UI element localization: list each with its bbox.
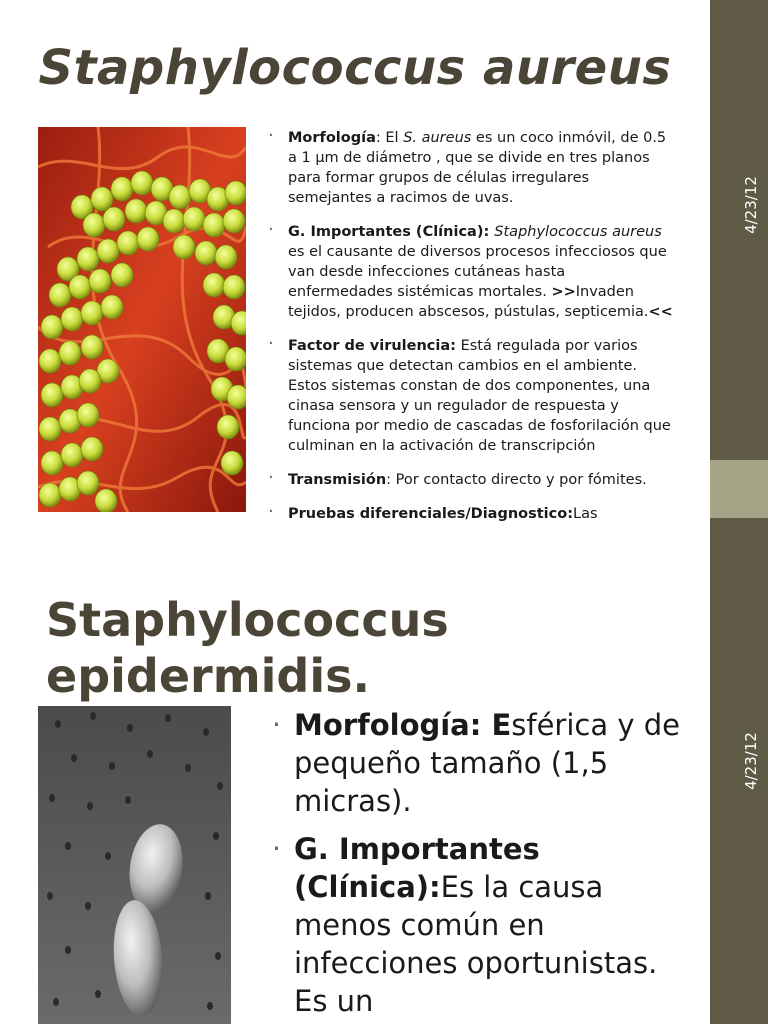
s-aureus-micrograph-image	[38, 127, 246, 512]
bullet-label: Pruebas diferenciales/Diagnostico:	[288, 506, 574, 522]
title-line: epidermidis.	[46, 649, 370, 703]
slide-staphylococcus-epidermidis	[0, 582, 768, 1024]
bullet-list	[272, 706, 692, 1024]
bullet-text: es el causante de diversos procesos infecciosos que van desde infecciones cutáneas hasta enfermedades sistémicas mortales.	[288, 244, 667, 300]
bullet-text: : Por contacto directo y por fómites.	[386, 472, 647, 488]
bullet-morfologia	[272, 706, 692, 820]
bullet-list	[268, 128, 674, 538]
bullet-text: : El	[375, 130, 404, 146]
bullet-factor-virulencia	[268, 336, 674, 456]
bullet-text: Las	[573, 506, 598, 522]
bullet-text: es un coco inmóvil, de 0.5 a 1 µm de diámetro , que se divide en tres planos para formar grupos de células irregulares semejantes a racimos de uvas.	[288, 130, 667, 206]
slide-title	[46, 592, 686, 704]
bullet-transmision	[268, 470, 674, 490]
slide-date: 4/23/12	[742, 732, 761, 790]
slide-sidebar	[710, 0, 768, 582]
bullet-text: sférica y de pequeño tamaño (1,5 micras).	[294, 708, 680, 818]
slide-sidebar	[710, 582, 768, 1024]
bullet-label: G. Importantes (Clínica):	[294, 832, 540, 904]
s-epidermidis-micrograph-image	[38, 706, 231, 1024]
bullet-label: Morfología: E	[294, 708, 512, 742]
slide-date: 4/23/12	[742, 176, 761, 234]
title-line: Staphylococcus	[46, 593, 449, 647]
bullet-text: Es la causa menos común en infecciones oportunistas. Es un	[294, 870, 658, 1018]
bullet-label: G. Importantes (Clínica):	[288, 224, 495, 240]
bullet-label: Factor de virulencia:	[288, 338, 456, 354]
sidebar-accent	[710, 460, 768, 518]
bullet-marker: <<	[648, 304, 673, 320]
bullet-italic: S. aureus	[403, 130, 472, 146]
bullet-importancia-clinica	[268, 222, 674, 322]
bullet-label: Morfología	[288, 130, 376, 146]
bullet-italic: Staphylococcus aureus	[494, 224, 662, 240]
bullet-text: Invaden tejidos, producen abscesos, pústulas, septicemia.	[288, 284, 649, 320]
bullet-importancia-clinica	[272, 830, 692, 1020]
bullet-morfologia	[268, 128, 674, 208]
bullet-marker: >>	[551, 284, 576, 300]
slide-title: Staphylococcus aureus	[38, 40, 672, 96]
bullet-text: Está regulada por varios sistemas que detectan cambios en el ambiente. Estos sistemas constan de dos componentes, una cinasa sensora y un regulador de respuesta y funciona por medio de cascadas de fosforilación que culminan en la activación de transcripción	[288, 338, 671, 454]
bullet-label: Transmisión	[288, 472, 387, 488]
bullet-pruebas-diagnostico	[268, 504, 674, 524]
